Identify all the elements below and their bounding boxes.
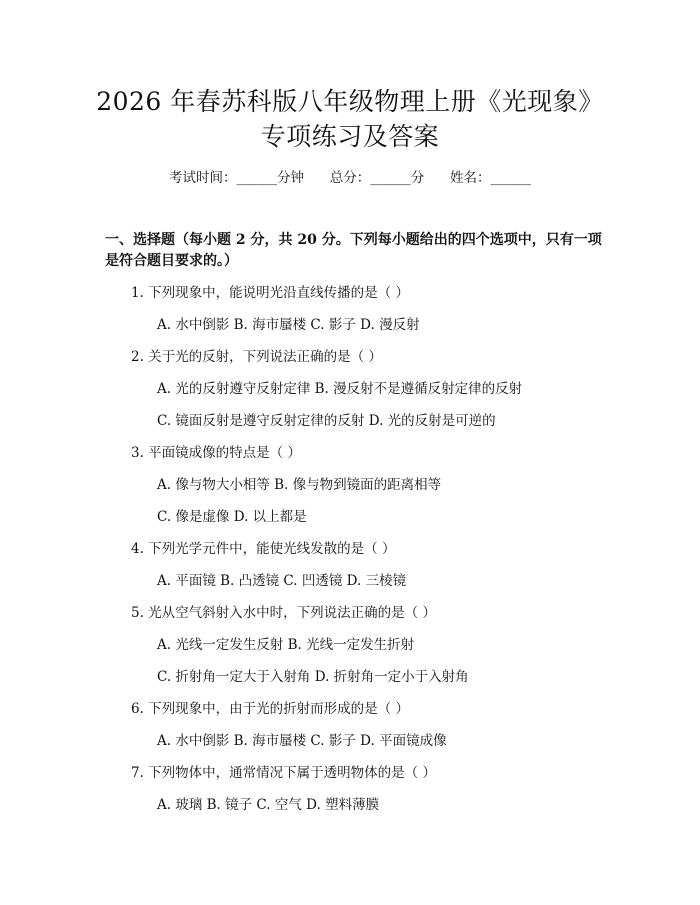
document-title-line-2: 专项练习及答案 (260, 122, 440, 151)
question-3-options-line-1: A. 像与物大小相等 B. 像与物到镜面的距离相等 (157, 477, 442, 493)
question-5-options-line-2: C. 折射角一定大于入射角 D. 折射角一定小于入射角 (157, 669, 469, 685)
question-1-options: A. 水中倒影 B. 海市蜃楼 C. 影子 D. 漫反射 (157, 317, 420, 333)
question-1-stem: 1. 下列现象中，能说明光沿直线传播的是（ ） (131, 285, 409, 301)
question-5-stem: 5. 光从空气斜射入水中时，下列说法正确的是（ ） (131, 605, 436, 621)
question-6-options: A. 水中倒影 B. 海市蜃楼 C. 影子 D. 平面镜成像 (157, 733, 447, 749)
question-7-options: A. 玻璃 B. 镜子 C. 空气 D. 塑料薄膜 (157, 797, 380, 813)
question-3-stem: 3. 平面镜成像的特点是（ ） (131, 445, 301, 461)
question-2-stem: 2. 关于光的反射，下列说法正确的是（ ） (131, 349, 382, 365)
question-4-options: A. 平面镜 B. 凸透镜 C. 凹透镜 D. 三棱镜 (157, 573, 407, 589)
section-heading-multiple-choice: 一、选择题（每小题 2 分，共 20 分。下列每小题给出的四个选项中，只有一项是符合题目要求的。） (105, 232, 602, 269)
document-title-line-1: 2026 年春苏科版八年级物理上册《光现象》 (96, 87, 604, 116)
question-3-options-line-2: C. 像是虚像 D. 以上都是 (157, 509, 307, 525)
question-7-stem: 7. 下列物体中，通常情况下属于透明物体的是（ ） (131, 765, 436, 781)
question-5-options-line-1: A. 光线一定发生反射 B. 光线一定发生折射 (157, 637, 415, 653)
question-2-options-line-1: A. 光的反射遵守反射定律 B. 漫反射不是遵循反射定律的反射 (157, 381, 523, 397)
question-6-stem: 6. 下列现象中，由于光的折射而形成的是（ ） (131, 701, 409, 717)
question-2-options-line-2: C. 镜面反射是遵守反射定律的反射 D. 光的反射是可逆的 (157, 413, 496, 429)
question-4-stem: 4. 下列光学元件中，能使光线发散的是（ ） (131, 541, 396, 557)
exam-info-line: 考试时间：______分钟 总分：______分 姓名：______ (169, 170, 531, 186)
